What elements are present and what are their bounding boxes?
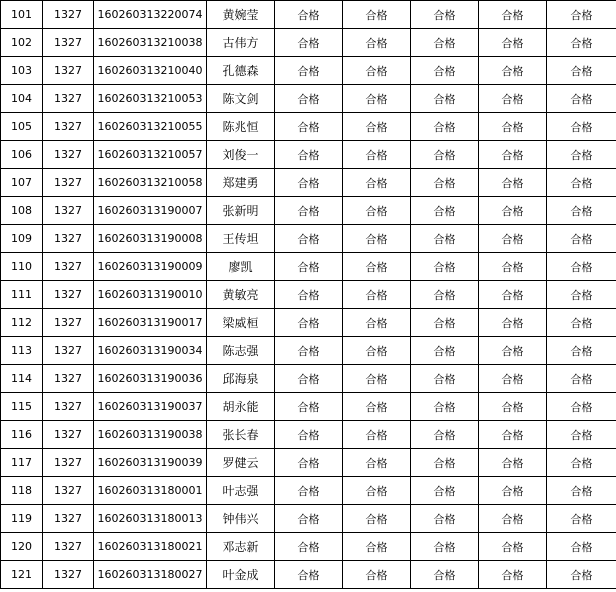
table-row [1,197,616,225]
table-row [1,57,616,85]
candidate-name-cell: 张新明 [207,197,275,225]
table-row [1,169,616,197]
result-cell: 合格 [411,169,479,197]
result-cell: 合格 [343,57,411,85]
serial-number-cell: 106 [1,141,43,169]
result-cell: 合格 [547,505,616,533]
result-cell: 合格 [411,421,479,449]
candidate-name-cell: 张长春 [207,421,275,449]
result-cell: 合格 [547,449,616,477]
result-cell: 合格 [343,113,411,141]
result-cell: 合格 [275,57,343,85]
result-cell: 合格 [275,169,343,197]
result-cell: 合格 [479,309,547,337]
code-cell: 1327 [43,533,94,561]
result-cell: 合格 [547,561,616,589]
serial-number-cell: 104 [1,85,43,113]
result-cell: 合格 [275,29,343,57]
result-cell: 合格 [343,337,411,365]
candidate-id-cell: 160260313180021 [94,533,207,561]
result-cell: 合格 [547,365,616,393]
candidate-id-cell: 160260313190039 [94,449,207,477]
result-cell: 合格 [411,449,479,477]
candidate-name-cell: 刘俊一 [207,141,275,169]
result-cell: 合格 [411,85,479,113]
result-cell: 合格 [343,141,411,169]
result-cell: 合格 [275,85,343,113]
code-cell: 1327 [43,29,94,57]
serial-number-cell: 107 [1,169,43,197]
result-cell: 合格 [275,1,343,29]
candidate-name-cell: 黄敏亮 [207,281,275,309]
code-cell: 1327 [43,169,94,197]
serial-number-cell: 114 [1,365,43,393]
table-row [1,533,616,561]
serial-number-cell: 112 [1,309,43,337]
table-row [1,29,616,57]
code-cell: 1327 [43,561,94,589]
serial-number-cell: 111 [1,281,43,309]
candidate-id-cell: 160260313210053 [94,85,207,113]
serial-number-cell: 113 [1,337,43,365]
result-cell: 合格 [411,57,479,85]
table-body [1,1,616,589]
result-cell: 合格 [547,29,616,57]
result-cell: 合格 [547,141,616,169]
candidate-id-cell: 160260313190037 [94,393,207,421]
result-cell: 合格 [547,197,616,225]
result-cell: 合格 [275,281,343,309]
result-cell: 合格 [275,477,343,505]
code-cell: 1327 [43,505,94,533]
candidate-id-cell: 160260313180001 [94,477,207,505]
result-cell: 合格 [411,113,479,141]
serial-number-cell: 105 [1,113,43,141]
candidate-name-cell: 陈文剑 [207,85,275,113]
result-cell: 合格 [343,561,411,589]
result-cell: 合格 [547,253,616,281]
serial-number-cell: 101 [1,1,43,29]
result-cell: 合格 [343,1,411,29]
result-cell: 合格 [479,421,547,449]
table-row [1,337,616,365]
result-cell: 合格 [547,225,616,253]
result-cell: 合格 [547,337,616,365]
result-cell: 合格 [479,197,547,225]
code-cell: 1327 [43,309,94,337]
result-cell: 合格 [275,561,343,589]
result-cell: 合格 [275,393,343,421]
code-cell: 1327 [43,57,94,85]
result-cell: 合格 [547,1,616,29]
result-cell: 合格 [343,197,411,225]
result-cell: 合格 [479,393,547,421]
result-cell: 合格 [547,477,616,505]
candidate-name-cell: 孔德森 [207,57,275,85]
serial-number-cell: 110 [1,253,43,281]
candidate-name-cell: 陈兆恒 [207,113,275,141]
result-cell: 合格 [411,29,479,57]
result-cell: 合格 [479,113,547,141]
result-cell: 合格 [275,505,343,533]
result-cell: 合格 [411,561,479,589]
table-row [1,449,616,477]
result-cell: 合格 [479,449,547,477]
candidate-name-cell: 邱海泉 [207,365,275,393]
candidate-id-cell: 160260313190009 [94,253,207,281]
result-cell: 合格 [275,449,343,477]
result-cell: 合格 [343,29,411,57]
table-row [1,477,616,505]
serial-number-cell: 115 [1,393,43,421]
result-cell: 合格 [275,225,343,253]
candidate-name-cell: 梁威桓 [207,309,275,337]
result-cell: 合格 [479,169,547,197]
candidate-id-cell: 160260313190008 [94,225,207,253]
code-cell: 1327 [43,253,94,281]
result-cell: 合格 [275,197,343,225]
result-cell: 合格 [547,533,616,561]
result-cell: 合格 [479,253,547,281]
candidate-id-cell: 160260313210057 [94,141,207,169]
candidate-name-cell: 黄婉莹 [207,1,275,29]
candidate-id-cell: 160260313220074 [94,1,207,29]
result-cell: 合格 [343,281,411,309]
result-cell: 合格 [343,169,411,197]
candidate-name-cell: 罗健云 [207,449,275,477]
result-cell: 合格 [343,421,411,449]
table-row [1,365,616,393]
result-cell: 合格 [275,253,343,281]
candidate-name-cell: 郑建勇 [207,169,275,197]
table-row [1,393,616,421]
result-cell: 合格 [547,169,616,197]
result-cell: 合格 [547,113,616,141]
result-cell: 合格 [547,309,616,337]
code-cell: 1327 [43,1,94,29]
result-cell: 合格 [343,477,411,505]
code-cell: 1327 [43,421,94,449]
result-cell: 合格 [411,533,479,561]
code-cell: 1327 [43,393,94,421]
serial-number-cell: 121 [1,561,43,589]
result-cell: 合格 [479,365,547,393]
result-cell: 合格 [343,309,411,337]
table-row [1,113,616,141]
candidate-id-cell: 160260313210055 [94,113,207,141]
result-cell: 合格 [547,393,616,421]
candidate-id-cell: 160260313180013 [94,505,207,533]
table-row [1,225,616,253]
candidate-name-cell: 廖凯 [207,253,275,281]
result-cell: 合格 [275,421,343,449]
result-cell: 合格 [547,281,616,309]
result-cell: 合格 [479,225,547,253]
result-cell: 合格 [411,225,479,253]
result-cell: 合格 [411,141,479,169]
table-row [1,309,616,337]
result-cell: 合格 [275,337,343,365]
result-cell: 合格 [479,281,547,309]
result-cell: 合格 [275,113,343,141]
table-row [1,421,616,449]
result-cell: 合格 [411,477,479,505]
result-cell: 合格 [547,57,616,85]
result-cell: 合格 [275,533,343,561]
candidate-name-cell: 古伟方 [207,29,275,57]
result-cell: 合格 [411,197,479,225]
table-row [1,561,616,589]
result-cell: 合格 [275,365,343,393]
candidate-id-cell: 160260313180027 [94,561,207,589]
serial-number-cell: 108 [1,197,43,225]
result-cell: 合格 [411,337,479,365]
table-row [1,281,616,309]
candidate-id-cell: 160260313190007 [94,197,207,225]
serial-number-cell: 119 [1,505,43,533]
result-cell: 合格 [343,253,411,281]
code-cell: 1327 [43,141,94,169]
result-cell: 合格 [343,85,411,113]
candidate-name-cell: 邓志新 [207,533,275,561]
candidate-id-cell: 160260313190034 [94,337,207,365]
result-cell: 合格 [343,365,411,393]
result-cell: 合格 [411,281,479,309]
result-cell: 合格 [411,505,479,533]
candidate-name-cell: 叶志强 [207,477,275,505]
result-cell: 合格 [479,337,547,365]
result-cell: 合格 [479,141,547,169]
result-cell: 合格 [479,505,547,533]
candidate-name-cell: 胡永能 [207,393,275,421]
result-cell: 合格 [343,449,411,477]
candidate-id-cell: 160260313190010 [94,281,207,309]
result-cell: 合格 [479,85,547,113]
table-row [1,505,616,533]
candidate-id-cell: 160260313190017 [94,309,207,337]
serial-number-cell: 109 [1,225,43,253]
result-cell: 合格 [343,225,411,253]
candidate-id-cell: 160260313210038 [94,29,207,57]
serial-number-cell: 103 [1,57,43,85]
candidate-id-cell: 160260313210040 [94,57,207,85]
candidate-name-cell: 王传坦 [207,225,275,253]
result-cell: 合格 [275,309,343,337]
candidate-name-cell: 钟伟兴 [207,505,275,533]
result-cell: 合格 [479,29,547,57]
result-cell: 合格 [275,141,343,169]
result-cell: 合格 [343,505,411,533]
code-cell: 1327 [43,281,94,309]
result-cell: 合格 [411,309,479,337]
result-cell: 合格 [343,393,411,421]
table-row [1,141,616,169]
result-cell: 合格 [411,393,479,421]
table-row [1,85,616,113]
code-cell: 1327 [43,337,94,365]
candidate-name-cell: 陈志强 [207,337,275,365]
code-cell: 1327 [43,477,94,505]
table-row [1,253,616,281]
serial-number-cell: 116 [1,421,43,449]
result-cell: 合格 [479,1,547,29]
result-cell: 合格 [479,57,547,85]
result-cell: 合格 [411,253,479,281]
code-cell: 1327 [43,85,94,113]
serial-number-cell: 117 [1,449,43,477]
candidate-name-cell: 叶金成 [207,561,275,589]
candidate-id-cell: 160260313190036 [94,365,207,393]
code-cell: 1327 [43,197,94,225]
result-cell: 合格 [547,85,616,113]
result-cell: 合格 [343,533,411,561]
result-cell: 合格 [411,365,479,393]
serial-number-cell: 120 [1,533,43,561]
code-cell: 1327 [43,225,94,253]
result-cell: 合格 [479,561,547,589]
result-cell: 合格 [547,421,616,449]
serial-number-cell: 118 [1,477,43,505]
result-cell: 合格 [479,477,547,505]
code-cell: 1327 [43,449,94,477]
table-row [1,1,616,29]
serial-number-cell: 102 [1,29,43,57]
result-cell: 合格 [479,533,547,561]
code-cell: 1327 [43,365,94,393]
candidate-id-cell: 160260313190038 [94,421,207,449]
code-cell: 1327 [43,113,94,141]
candidate-id-cell: 160260313210058 [94,169,207,197]
result-cell: 合格 [411,1,479,29]
